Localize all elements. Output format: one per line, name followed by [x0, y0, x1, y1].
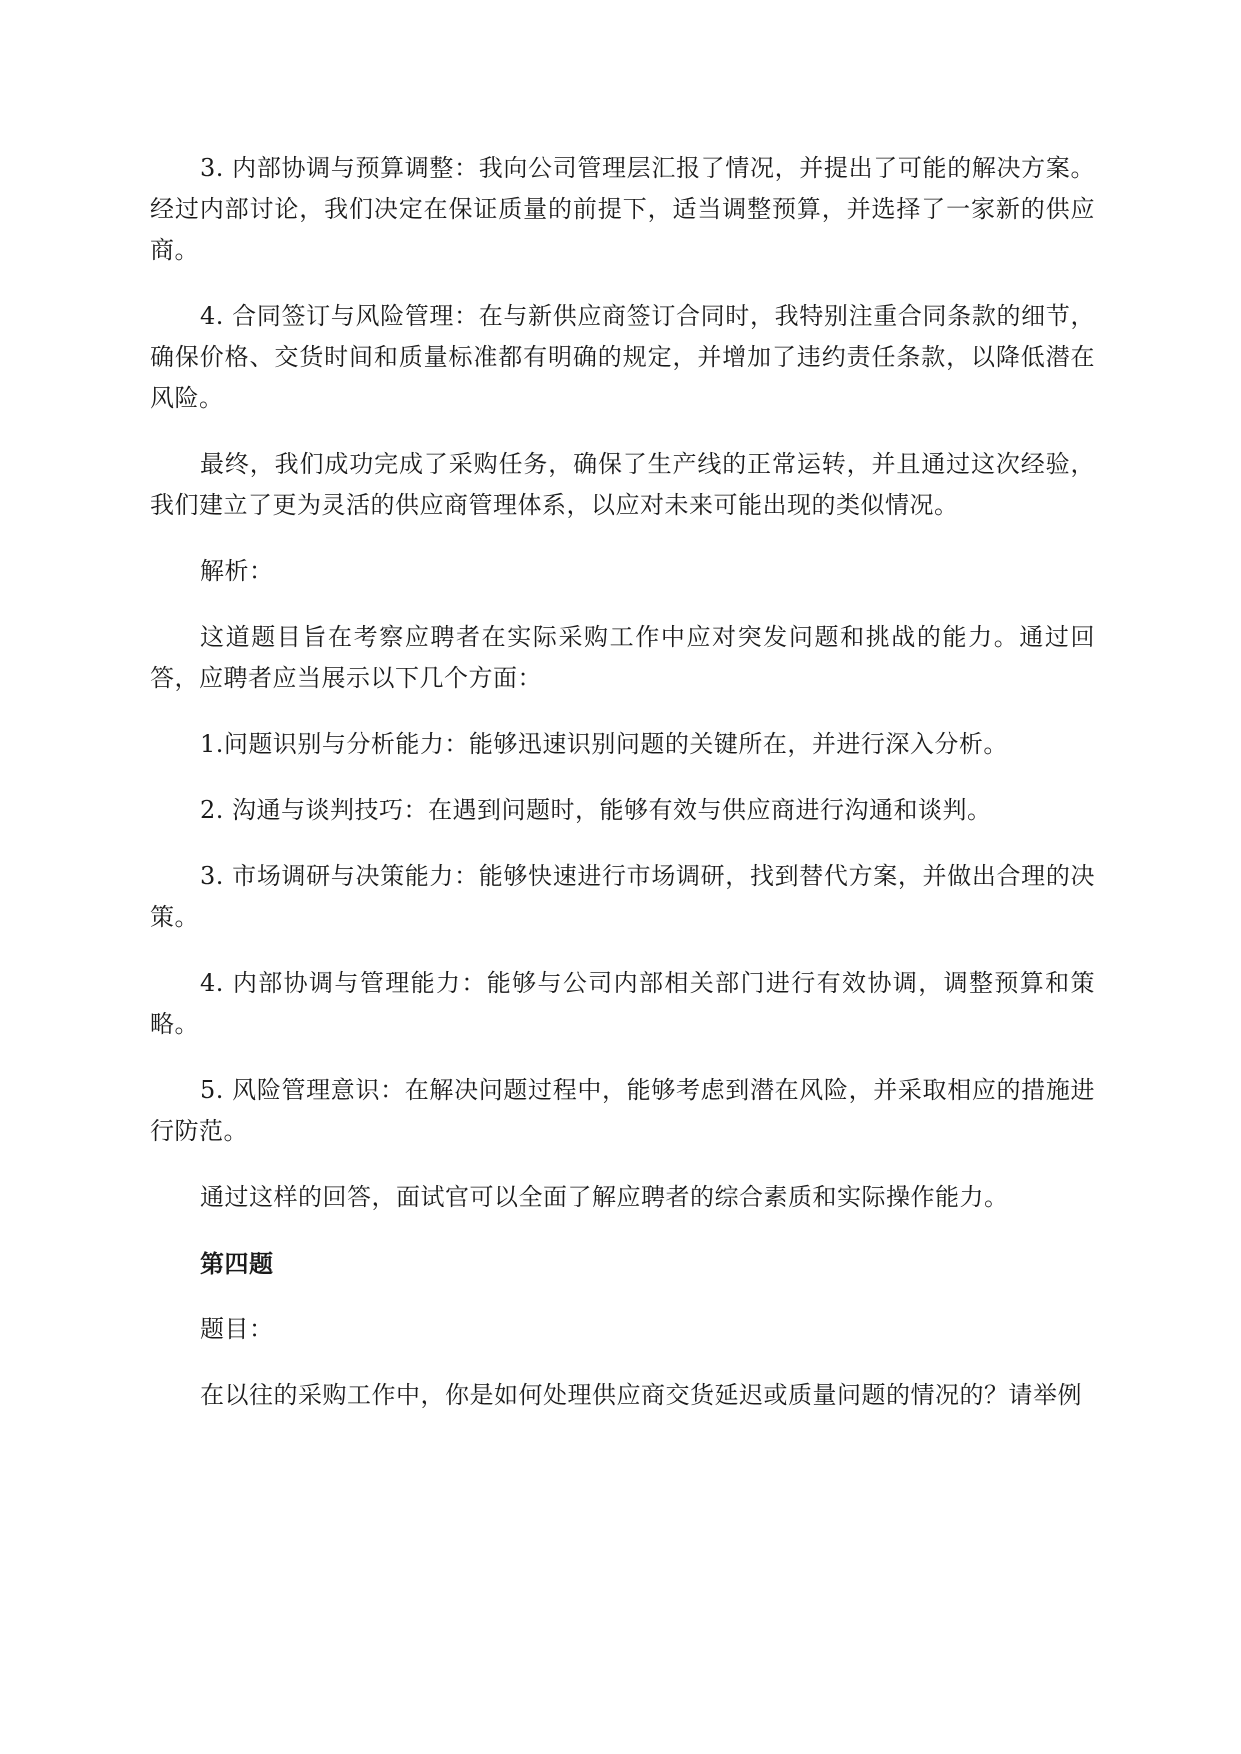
paragraph-internal-coordination: 3. 内部协调与预算调整：我向公司管理层汇报了情况，并提出了可能的解决方案。经过内部讨论，我们决定在保证质量的前提下，适当调整预算，并选择了一家新的供应商。	[150, 154, 1095, 264]
paragraph-question-label: 题目：	[200, 1315, 274, 1343]
paragraph-contract-risk: 4. 合同签订与风险管理：在与新供应商签订合同时，我特别注重合同条款的细节，确保价格、交货时间和质量标准都有明确的规定，并增加了违约责任条款，以降低潜在风险。	[150, 302, 1095, 412]
paragraph-point-2: 2. 沟通与谈判技巧：在遇到问题时，能够有效与供应商进行沟通和谈判。	[200, 796, 992, 824]
document-body	[150, 148, 1095, 1441]
paragraph-analysis-label: 解析：	[200, 557, 274, 585]
paragraph-conclusion: 通过这样的回答，面试官可以全面了解应聘者的综合素质和实际操作能力。	[200, 1183, 1009, 1211]
paragraph-point-4: 4. 内部协调与管理能力：能够与公司内部相关部门进行有效协调，调整预算和策略。	[150, 969, 1095, 1038]
paragraph-outcome: 最终，我们成功完成了采购任务，确保了生产线的正常运转，并且通过这次经验，我们建立了更为灵活的供应商管理体系，以应对未来可能出现的类似情况。	[150, 450, 1095, 519]
paragraph-point-1: 1.问题识别与分析能力：能够迅速识别问题的关键所在，并进行深入分析。	[200, 730, 1008, 758]
paragraph-point-3: 3. 市场调研与决策能力：能够快速进行市场调研，找到替代方案，并做出合理的决策。	[150, 862, 1095, 931]
paragraph-analysis-intro: 这道题目旨在考察应聘者在实际采购工作中应对突发问题和挑战的能力。通过回答，应聘者应当展示以下几个方面：	[150, 623, 1095, 692]
paragraph-point-5: 5. 风险管理意识：在解决问题过程中，能够考虑到潜在风险，并采取相应的措施进行防范。	[150, 1076, 1095, 1145]
section-heading-question-4: 第四题	[200, 1249, 274, 1278]
paragraph-question-text: 在以往的采购工作中，你是如何处理供应商交货延迟或质量问题的情况的？请举例	[200, 1381, 1082, 1409]
